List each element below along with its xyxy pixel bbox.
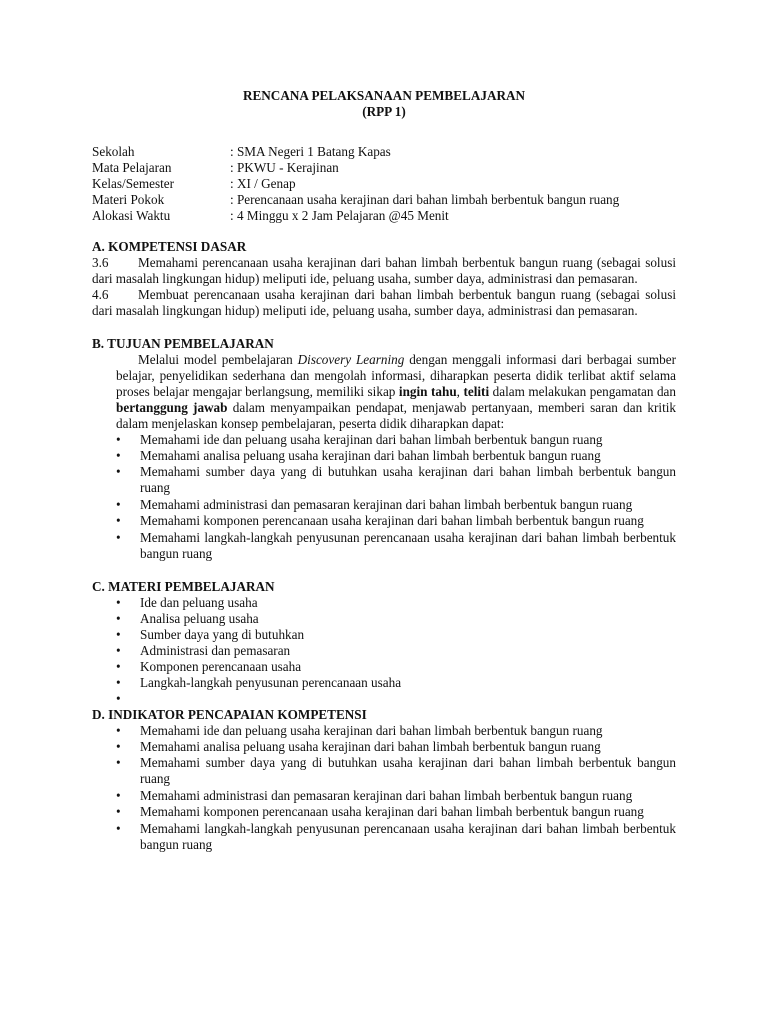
- list-item: [116, 595, 676, 611]
- intro-bold: teliti: [463, 384, 490, 399]
- list-item-text: Memahami sumber daya yang di butuhkan usaha kerajinan dari bahan limbah berbentuk bangun ruang: [140, 755, 676, 786]
- list-item-text: Memahami ide dan peluang usaha kerajinan dari bahan limbah berbentuk bangun ruang: [140, 432, 603, 447]
- list-item-text: Memahami ide dan peluang usaha kerajinan dari bahan limbah berbentuk bangun ruang: [140, 723, 603, 738]
- info-table: [92, 144, 676, 224]
- section-kompetensi-dasar: [92, 239, 676, 319]
- info-label: Kelas/Semester: [92, 176, 175, 191]
- bullet-mark: •: [116, 739, 121, 754]
- section-heading: B. TUJUAN PEMBELAJARAN: [92, 336, 274, 351]
- info-value: : PKWU - Kerajinan: [230, 160, 339, 175]
- materi-list: [92, 595, 676, 707]
- list-item-text: Memahami komponen perencanaan usaha kerajinan dari bahan limbah berbentuk bangun ruang: [140, 513, 644, 528]
- list-item: [116, 755, 676, 788]
- list-item: [116, 723, 676, 739]
- bullet-mark: •: [116, 659, 121, 674]
- kd-item: [92, 287, 676, 319]
- section-materi-pembelajaran: [92, 579, 676, 707]
- kd-text: Memahami perencanaan usaha kerajinan dari bahan limbah berbentuk bangun ruang (sebagai solusi dari masalah lingkungan hidup) meliputi ide, peluang usaha, sumber daya, administrasi dan pemasaran.: [92, 255, 676, 286]
- list-item-text: Memahami sumber daya yang di butuhkan usaha kerajinan dari bahan limbah berbentuk bangun ruang: [140, 464, 676, 495]
- kd-text: Membuat perencanaan usaha kerajinan dari bahan limbah berbentuk bangun ruang (sebagai solusi dari masalah lingkungan hidup) meliputi ide, peluang usaha, sumber daya, administrasi dan pemasaran.: [92, 287, 676, 318]
- info-row-kelas-semester: [92, 176, 676, 192]
- section-heading: D. INDIKATOR PENCAPAIAN KOMPETENSI: [92, 707, 367, 722]
- bullet-mark: •: [116, 755, 121, 770]
- info-value: : Perencanaan usaha kerajinan dari bahan limbah berbentuk bangun ruang: [230, 192, 620, 207]
- bullet-mark: •: [116, 643, 121, 658]
- intro-text: dalam melakukan pengamatan dan: [489, 384, 676, 399]
- list-item-text: Memahami administrasi dan pemasaran kerajinan dari bahan limbah berbentuk bangun ruang: [140, 788, 633, 803]
- list-item: [116, 432, 676, 448]
- section-tujuan-pembelajaran: [92, 336, 676, 562]
- bullet-mark: •: [116, 723, 121, 738]
- list-item: [116, 643, 676, 659]
- info-value: : XI / Genap: [230, 176, 296, 191]
- document-title: RENCANA PELAKSANAAN PEMBELAJARAN: [242, 88, 526, 103]
- intro-text: ,: [456, 384, 464, 399]
- bullet-mark: •: [116, 530, 121, 545]
- list-item-text: [140, 691, 676, 707]
- intro-text: dengan menggali informasi dari berbagai sumber belajar, penyelidikan sederhana dan mengolah informasi, diharapkan peserta didik terlibat aktif selama proses belajar mengajar berlangsung, memiliki sikap: [116, 352, 676, 399]
- bullet-mark: •: [116, 464, 121, 479]
- bullet-mark: •: [116, 788, 121, 803]
- list-item: [116, 804, 676, 821]
- list-item: [116, 611, 676, 627]
- bullet-mark: •: [116, 595, 121, 610]
- list-item: [116, 497, 676, 513]
- bullet-mark: •: [116, 691, 121, 706]
- document-page: [92, 88, 676, 853]
- list-item-text: Memahami komponen perencanaan usaha kerajinan dari bahan limbah berbentuk bangun ruang: [140, 804, 644, 819]
- list-item: [116, 530, 676, 562]
- tujuan-list: [92, 432, 676, 562]
- list-item-text: Komponen perencanaan usaha: [140, 659, 302, 674]
- intro-emphasis: Discovery Learning: [297, 352, 405, 367]
- list-item: [116, 513, 676, 530]
- bullet-mark: •: [116, 448, 121, 463]
- document-subtitle: (RPP 1): [362, 104, 406, 119]
- info-label: Mata Pelajaran: [92, 160, 172, 175]
- bullet-mark: •: [116, 804, 121, 819]
- bullet-mark: •: [116, 497, 121, 512]
- info-label: Alokasi Waktu: [92, 208, 171, 223]
- list-item: [116, 788, 676, 804]
- info-value: : 4 Minggu x 2 Jam Pelajaran @45 Menit: [230, 208, 449, 223]
- list-item-text: Memahami analisa peluang usaha kerajinan dari bahan limbah berbentuk bangun ruang: [140, 448, 601, 463]
- list-item: [116, 821, 676, 853]
- section-heading: C. MATERI PEMBELAJARAN: [92, 579, 275, 594]
- list-item-text: Administrasi dan pemasaran: [140, 643, 291, 658]
- kd-number: 4.6: [92, 287, 109, 302]
- bullet-mark: •: [116, 432, 121, 447]
- kd-item: [92, 255, 676, 287]
- bullet-mark: •: [116, 513, 121, 528]
- list-item: [116, 464, 676, 497]
- info-value: : SMA Negeri 1 Batang Kapas: [230, 144, 391, 159]
- list-item-text: Sumber daya yang di butuhkan: [140, 627, 305, 642]
- list-item: [116, 691, 676, 707]
- list-item-text: Langkah-langkah penyusunan perencanaan usaha: [140, 675, 402, 690]
- intro-text: dalam menyampaikan pendapat, menjawab pertanyaan, memberi saran dan kritik dalam menjelaskan konsep pembelajaran, peserta didik diharapkan dapat:: [116, 400, 676, 431]
- list-item-text: Memahami analisa peluang usaha kerajinan dari bahan limbah berbentuk bangun ruang: [140, 739, 601, 754]
- bullet-mark: •: [116, 611, 121, 626]
- list-item-text: Analisa peluang usaha: [140, 611, 259, 626]
- list-item-text: Memahami administrasi dan pemasaran kerajinan dari bahan limbah berbentuk bangun ruang: [140, 497, 633, 512]
- bullet-mark: •: [116, 675, 121, 690]
- info-row-materi-pokok: [92, 192, 676, 208]
- intro-paragraph: [116, 352, 676, 432]
- info-label: Materi Pokok: [92, 192, 165, 207]
- intro-bold: bertanggung jawab: [116, 400, 228, 415]
- kd-number: 3.6: [92, 255, 109, 270]
- bullet-mark: •: [116, 627, 121, 642]
- section-indikator: [92, 707, 676, 853]
- list-item-text: Memahami langkah-langkah penyusunan perencanaan usaha kerajinan dari bahan limbah berbentuk bangun ruang: [140, 530, 676, 561]
- bullet-mark: •: [116, 821, 121, 836]
- list-item: [116, 675, 676, 691]
- info-row-sekolah: [92, 144, 676, 160]
- list-item: [116, 448, 676, 464]
- list-item: [116, 659, 676, 675]
- list-item-text: Ide dan peluang usaha: [140, 595, 258, 610]
- list-item: [116, 627, 676, 643]
- info-label: Sekolah: [92, 144, 135, 159]
- indikator-list: [92, 723, 676, 853]
- info-row-alokasi-waktu: [92, 208, 676, 224]
- intro-text: Melalui model pembelajaran: [138, 352, 298, 367]
- section-heading: A. KOMPETENSI DASAR: [92, 239, 247, 254]
- info-row-mata-pelajaran: [92, 160, 676, 176]
- intro-bold: ingin tahu: [398, 384, 457, 399]
- list-item-text: Memahami langkah-langkah penyusunan perencanaan usaha kerajinan dari bahan limbah berbentuk bangun ruang: [140, 821, 676, 852]
- list-item: [116, 739, 676, 755]
